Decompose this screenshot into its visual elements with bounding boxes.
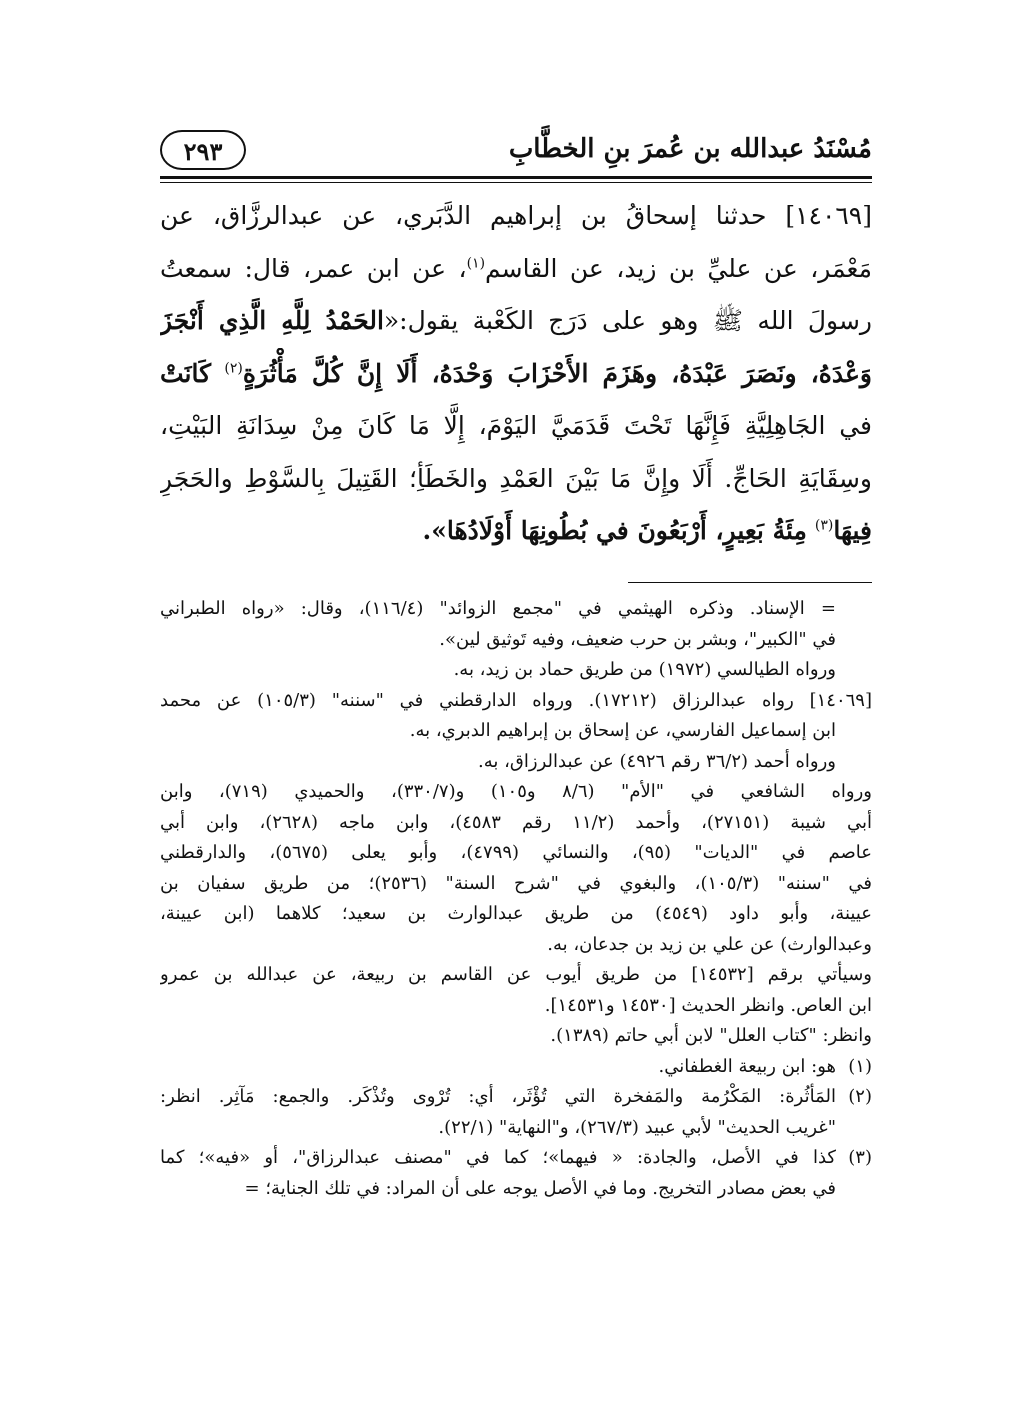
main-line-7-start: فِيهَا: [833, 516, 872, 545]
footnote-1-marker: (١): [848, 1055, 872, 1077]
main-line-7: [160, 505, 872, 558]
footnote-2-marker: (٢): [848, 1086, 872, 1107]
footnote-line: = الإسناد. وذكره الهيثمي في "مجمع الزوائد" (١١٦/٤)، وقال: «رواه الطبراني: [160, 598, 836, 619]
page-header: [160, 124, 872, 174]
footnote-line: عاصم في "الديات" (٩٥)، والنسائي (٤٧٩٩)، وأبو يعلى (٥٦٧٥)، والدارقطني: [160, 842, 872, 863]
main-line-4-start: وَعْدَهُ، ونَصَرَ عَبْدَهُ، وهَزَمَ الأَحْزَابَ وَحْدَهُ، أَلَا إِنَّ كُلَّ مَأْثُرَةٍ: [242, 358, 872, 388]
page-number-badge: ٢٩٣: [160, 130, 246, 170]
footnote-line: في "سننه" (١٠٥/٣)، والبغوي في "شرح السنة" (٢٥٣٦)؛ من طريق سفيان بن: [160, 872, 872, 894]
footnotes: [160, 594, 872, 1204]
footnote-2-continuation: "غريب الحديث" لأبي عبيد (٢٦٧/٣)، و"النهاية" (٢٢/١).: [438, 1116, 836, 1138]
footnote-line: أبي شيبة (٢٧١٥١)، وأحمد (١١/٢ رقم ٤٥٨٣)، وابن ماجه (٢٦٢٨)، وابن أبي: [160, 811, 872, 833]
main-line-3: [160, 295, 872, 348]
main-line-2-start: مَعْمَر، عن عليِّ بن زيد، عن القاسم: [485, 253, 872, 283]
footnote-2-text: المَأْثُرة: المَكْرُمة والمَفخرة التي تُؤْثَر، أي: تُرْوى وتُذْكَر. والجمع: مَآثِر. انظر:: [160, 1086, 836, 1107]
footnote-3-marker: (٣): [848, 1147, 872, 1168]
footnote-3-continuation: في بعض مصادر التخريج. وما في الأصل يوجه على أن المراد: في تلك الجناية؛ =: [244, 1177, 836, 1199]
header-rule-thick: [160, 176, 872, 179]
main-line-3-start: رسولَ الله ﷺ وهو على دَرَج الكَعْبة يقول:«: [383, 306, 872, 335]
footnote-ref-1: (١): [466, 255, 486, 272]
main-line-2: [160, 243, 872, 296]
main-line-5: في الجَاهِلِيَّةِ فَإِنَّهَا تَحْتَ قَدَمَيَّ اليَوْمَ، إِلَّا مَا كَانَ مِنْ سِدَانَةِ البَيْتِ،: [160, 411, 872, 440]
footnote-ref-2: (٢): [224, 360, 243, 377]
main-line-2-end: ، عن ابن عمر، قال: سمعتُ: [160, 253, 467, 283]
footnote-line: ورواه الطيالسي (١٩٧٢) من طريق حماد بن زيد، به.: [453, 659, 836, 680]
footnote-1: [160, 1052, 872, 1083]
footnote-line: وسيأتي برقم [١٤٥٣٢] من طريق أيوب عن القاسم بن ربيعة، عن عبدالله بن عمرو: [160, 964, 872, 985]
footnote-line: وعبدالوارث) عن علي بن زيد بن جدعان، به.: [547, 933, 872, 955]
footnote-line: ورواه أحمد (٣٦/٢ رقم ٤٩٢٦) عن عبدالرزاق، به.: [478, 750, 836, 772]
main-line-4: [160, 348, 872, 401]
footnote-line: ابن إسماعيل الفارسي، عن إسحاق بن إبراهيم الدبري، به.: [409, 720, 836, 741]
footnote-separator: [628, 582, 872, 583]
footnote-2: [160, 1082, 872, 1113]
main-line-4-end: كَانَتْ: [160, 358, 212, 388]
footnote-line: في "الكبير"، وبشر بن حرب ضعيف، وفيه تَوثيق لين».: [439, 628, 836, 650]
footnote-line: عيينة، وأبو داود (٤٥٤٩) من طريق عبدالوارث بن سعيد؛ كلاهما (ابن عيينة،: [160, 903, 872, 924]
footnote-line: ورواه الشافعي في "الأم" (٨/٦ و١٠٥) و(٣٣٠/٧)، والحميدي (٧١٩)، وابن: [160, 781, 872, 802]
main-line-7-end: مِئَةُ بَعِيرٍ، أَرْبَعُونَ في بُطُونِهَا أَوْلَادُهَا».: [422, 516, 807, 545]
footnote-line: وانظر: "كتاب العلل" لابن أبي حاتم (١٣٨٩).: [550, 1025, 872, 1046]
hadith-text: [160, 190, 872, 558]
main-line-6: وسِقَايَةِ الحَاجِّ. أَلَا وإِنَّ مَا بَيْنَ العَمْدِ والخَطَأِ؛ القَتِيلَ بِالسَّوْطِ والحَجَرِ: [160, 463, 872, 493]
footnote-line: [١٤٠٦٩] رواه عبدالرزاق (١٧٢١٢). ورواه الدارقطني في "سننه" (١٠٥/٣) عن محمد: [160, 689, 872, 711]
running-title: مُسْنَدُ عبدالله بن عُمرَ بنِ الخطَّابِ: [508, 134, 872, 164]
footnote-line: ابن العاص. وانظر الحديث [١٤٥٣٠ و١٤٥٣١].: [544, 994, 872, 1016]
footnote-1-text: هو: ابن ربيعة الغطفاني.: [658, 1055, 836, 1077]
header-rule-thin: [160, 182, 872, 183]
footnote-3-text: كذا في الأصل، والجادة: « فيهما»؛ كما في "مصنف عبدالرزاق"، أو «فيه»؛ كما: [160, 1147, 836, 1168]
main-line-1: [١٤٠٦٩] حدثنا إسحاقُ بن إبراهيم الدَّبَري، عن عبدالرزَّاق، عن: [160, 201, 872, 230]
main-line-3-bold: الحَمْدُ لِلَّهِ الَّذِي أَنْجَزَ: [160, 306, 384, 335]
footnote-3: [160, 1143, 872, 1174]
footnote-ref-3: (٣): [814, 517, 834, 534]
